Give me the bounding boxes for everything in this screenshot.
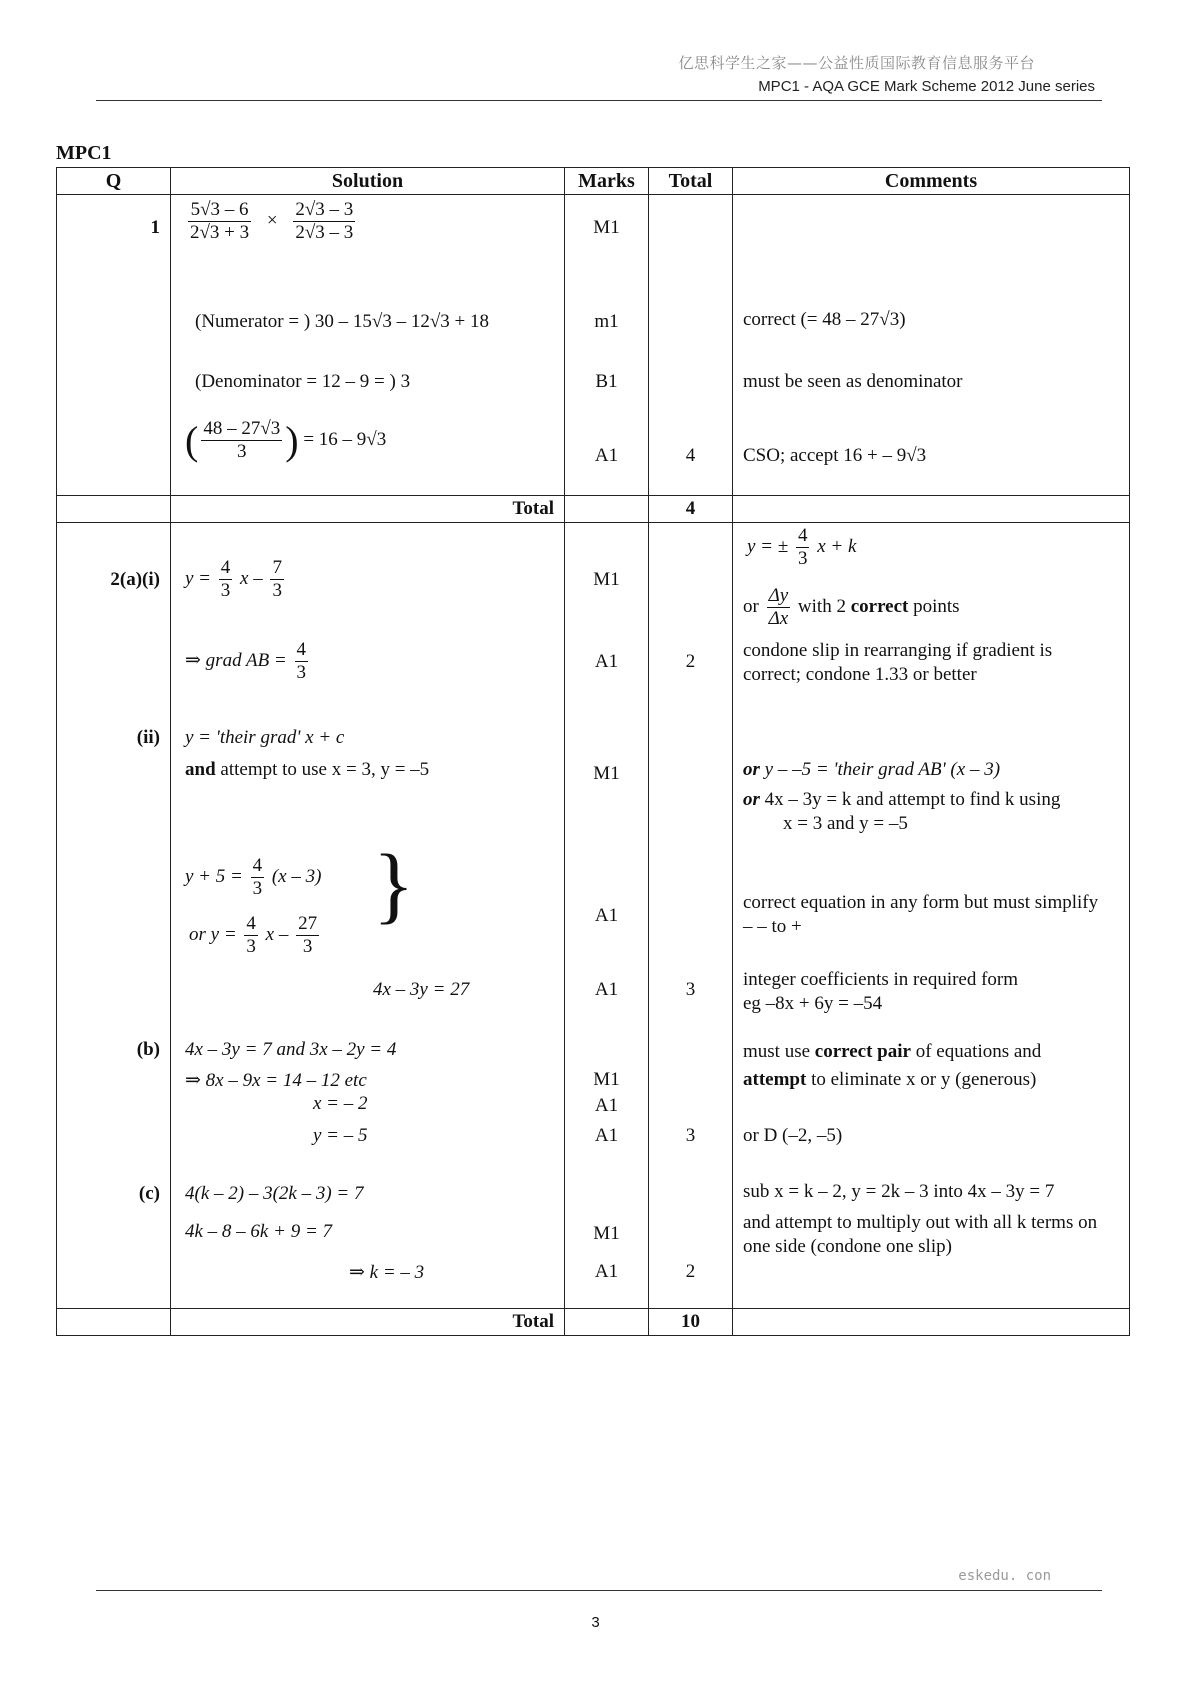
empty-cell [565, 1309, 649, 1336]
total-value: 4 [649, 496, 733, 523]
text: or [743, 595, 759, 617]
q2b-line4: y = – 5 [313, 1125, 368, 1146]
fraction-numerator: Δy [768, 585, 789, 606]
right-brace: } [373, 836, 415, 932]
comment [743, 759, 1000, 781]
part-label: (ii) [136, 727, 160, 748]
q2ii-equation-1 [185, 855, 321, 900]
mark: A1 [594, 445, 619, 466]
comment [743, 1069, 1036, 1091]
text: x – [240, 567, 263, 589]
comment [747, 525, 856, 570]
text: points [913, 595, 960, 617]
bold-word: attempt [743, 1069, 807, 1090]
q1-solution-cell [171, 195, 565, 496]
part-label: (b) [136, 1039, 160, 1060]
text: y = ± [747, 535, 789, 557]
bold-word: correct pair [814, 1041, 911, 1062]
mark: A1 [594, 1125, 619, 1146]
fraction-denominator: 3 [302, 936, 313, 957]
mark: M1 [593, 569, 620, 590]
text: y = [185, 567, 212, 589]
fraction-denominator: 2√3 – 3 [295, 222, 354, 243]
mark: M1 [593, 1069, 620, 1090]
total-value: 10 [649, 1309, 733, 1336]
comment: integer coefficients in required form [743, 969, 1019, 990]
comment: and attempt to multiply out with all k terms on one side (condone one slip) [743, 1212, 1098, 1257]
q1-comments-cell [733, 195, 1130, 496]
empty-cell [733, 1309, 1130, 1336]
fraction [219, 557, 233, 602]
q1-fraction-2 [293, 199, 355, 244]
col-header-solution: Solution [171, 168, 565, 195]
mark: A1 [594, 651, 619, 672]
q1-numerator-line: (Numerator = ) 30 – 15√3 – 12√3 + 18 [195, 311, 489, 332]
q2ii-final-equation: 4x – 3y = 27 [373, 979, 470, 1000]
fraction [796, 525, 810, 570]
mark: M1 [593, 1223, 620, 1244]
q2-solution-cell [171, 523, 565, 1309]
left-paren: ( [185, 418, 199, 463]
fraction [244, 913, 258, 958]
text: y – –5 = 'their grad AB' (x – 3) [764, 759, 1001, 780]
comment: eg –8x + 6y = –54 [743, 993, 883, 1014]
comment [743, 1041, 1041, 1063]
comment [743, 789, 1060, 811]
fraction-numerator: 7 [272, 557, 282, 578]
mark: m1 [594, 311, 619, 332]
text: y + 5 = [185, 865, 243, 887]
q1-product [185, 199, 358, 244]
mark: M1 [593, 763, 620, 784]
fraction-numerator: 5√3 – 6 [188, 199, 251, 222]
fraction-numerator: 48 – 27√3 [203, 418, 281, 439]
q1-denominator-line: (Denominator = 12 – 9 = ) 3 [195, 371, 411, 392]
q2-marks-cell [565, 523, 649, 1309]
mark: A1 [594, 979, 619, 1000]
watermark: eskedu. con [958, 1568, 1051, 1584]
q2-total-cell [649, 523, 733, 1309]
col-header-comments: Comments [733, 168, 1130, 195]
q2ii-line2 [185, 759, 429, 781]
part-total: 3 [685, 1125, 696, 1146]
fraction [251, 855, 265, 900]
times-sign: × [266, 209, 278, 231]
text: of equations and [915, 1041, 1042, 1062]
col-header-q: Q [57, 168, 171, 195]
footer-rule [96, 1590, 1102, 1591]
fraction-denominator: 3 [797, 548, 808, 569]
fraction-denominator: 3 [296, 662, 307, 683]
question-1-cell [57, 195, 171, 496]
empty-cell [57, 1309, 171, 1336]
comment: must be seen as denominator [743, 371, 963, 392]
q2ai-equation [185, 557, 287, 602]
q2b-line3: x = – 2 [313, 1093, 368, 1114]
comment: correct equation in any form but must simplify – – to + [743, 892, 1099, 937]
fraction-numerator: 4 [246, 913, 256, 934]
part-label: 2(a)(i) [110, 569, 160, 590]
section-label: MPC1 [56, 142, 112, 164]
part-total: 2 [685, 651, 696, 672]
fraction-numerator: 4 [296, 639, 307, 660]
fraction-denominator: 3 [252, 878, 263, 899]
text: to eliminate x or y (generous) [811, 1069, 1037, 1090]
q2c-line2: 4k – 8 – 6k + 9 = 7 [185, 1221, 333, 1242]
mark: A1 [594, 1095, 619, 1116]
fraction-numerator: 27 [298, 913, 318, 934]
empty-cell [733, 496, 1130, 523]
fraction-denominator: 3 [220, 580, 231, 601]
page-number: 3 [591, 1614, 600, 1631]
comment: correct (= 48 – 27√3) [743, 309, 906, 330]
bold-word: and [185, 759, 216, 780]
q2c-line3: ⇒ k = – 3 [349, 1262, 425, 1283]
text: ⇒ grad AB = [185, 649, 287, 671]
comment: sub x = k – 2, y = 2k – 3 into 4x – 3y = 7 [743, 1181, 1055, 1202]
fraction [295, 639, 309, 684]
fraction-denominator: 3 [237, 441, 247, 462]
q1-marks-cell [565, 195, 649, 496]
fraction [767, 585, 791, 630]
part-total: 3 [685, 979, 696, 1000]
q2-comments-cell [733, 523, 1130, 1309]
comment: or D (–2, –5) [743, 1125, 843, 1146]
question-1-row [57, 195, 1130, 496]
fraction-numerator: 4 [797, 525, 808, 546]
mark: M1 [593, 217, 620, 238]
document-title: MPC1 - AQA GCE Mark Scheme 2012 June series [758, 78, 1095, 95]
empty-cell [57, 496, 171, 523]
q2ii-equation-2 [189, 913, 322, 958]
col-header-marks: Marks [565, 168, 649, 195]
fraction-denominator: 3 [272, 580, 282, 601]
text: x – [265, 923, 289, 945]
fraction-numerator: 2√3 – 3 [295, 199, 354, 220]
header-rule [96, 100, 1102, 101]
table-header-row [57, 168, 1130, 195]
q2c-line1: 4(k – 2) – 3(2k – 3) = 7 [185, 1183, 364, 1204]
total-row [57, 496, 1130, 523]
fraction [270, 557, 284, 602]
text: must use [743, 1041, 811, 1062]
mark-scheme-table [56, 167, 1130, 1336]
total-row [57, 1309, 1130, 1336]
comment: condone slip in rearranging if gradient is correct; condone 1.33 or better [743, 640, 1053, 685]
q2ai-gradient [185, 639, 311, 684]
mark: A1 [594, 1261, 619, 1282]
text: x + k [817, 535, 857, 557]
bold-word: correct [850, 595, 909, 617]
fraction [296, 913, 319, 958]
q2b-line2: ⇒ 8x – 9x = 14 – 12 etc [185, 1070, 367, 1091]
text: or y = [189, 923, 237, 945]
text: (x – 3) [271, 865, 322, 887]
question-2-cell [57, 523, 171, 1309]
q1-result-value: = 16 – 9√3 [303, 428, 387, 450]
text: attempt to use x = 3, y = –5 [220, 759, 430, 780]
fraction-denominator: Δx [768, 608, 789, 629]
site-header-cn: 亿思科学生之家——公益性质国际教育信息服务平台 [678, 54, 1035, 72]
fraction-denominator: 3 [246, 936, 256, 957]
bold-word: or [743, 789, 760, 810]
mark: A1 [594, 905, 619, 926]
fraction-denominator: 2√3 + 3 [190, 222, 250, 243]
total-label: Total [171, 496, 565, 523]
question-2-row [57, 523, 1130, 1309]
q1-total-cell [649, 195, 733, 496]
q2ii-line1: y = 'their grad' x + c [185, 727, 345, 748]
text: 4x – 3y = k and attempt to find k using [764, 789, 1061, 810]
question-number: 1 [150, 217, 160, 238]
q2b-line1: 4x – 3y = 7 and 3x – 2y = 4 [185, 1039, 397, 1060]
q1-result-fraction [201, 418, 282, 463]
part-total: 2 [685, 1261, 696, 1282]
comment: x = 3 and y = –5 [783, 813, 908, 834]
comment [743, 585, 960, 630]
empty-cell [565, 496, 649, 523]
right-paren: ) [285, 418, 299, 463]
text: with 2 [797, 595, 846, 617]
q1-fraction-1 [188, 199, 251, 244]
bold-word: or [743, 759, 760, 780]
part-total: 4 [685, 445, 696, 466]
fraction-numerator: 4 [220, 557, 231, 578]
fraction-numerator: 4 [252, 855, 263, 876]
mark: B1 [595, 371, 618, 392]
part-label: (c) [138, 1183, 160, 1204]
col-header-total: Total [649, 168, 733, 195]
total-label: Total [171, 1309, 565, 1336]
comment: CSO; accept 16 + – 9√3 [743, 445, 927, 466]
q1-result [185, 417, 386, 464]
